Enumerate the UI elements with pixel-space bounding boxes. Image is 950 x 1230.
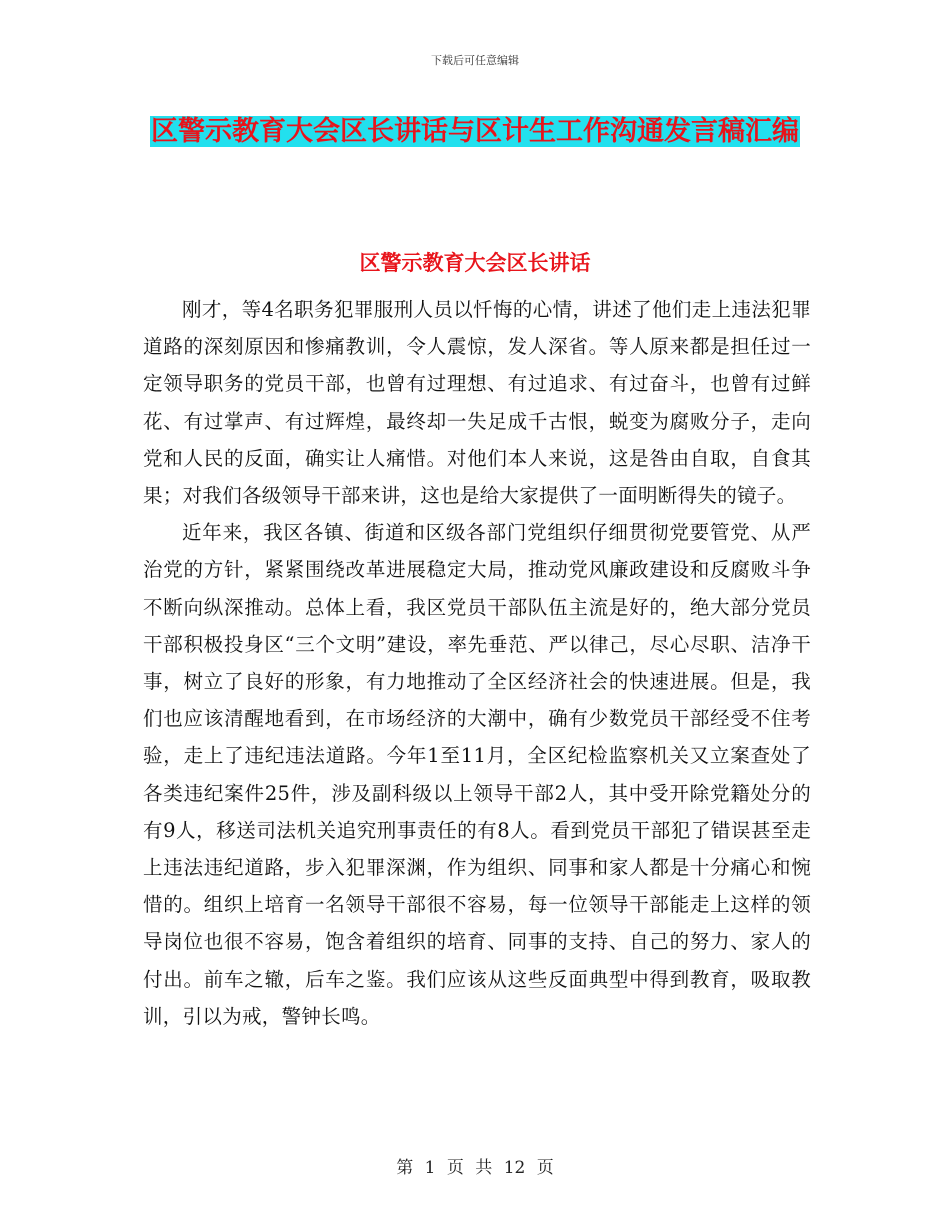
paragraph-1: 刚才，等4名职务犯罪服刑人员以忏悔的心情，讲述了他们走上违法犯罪道路的深刻原因和惨痛教训，令人震惊，发人深省。等人原来都是担任过一定领导职务的党员干部，也曾有过理想、有过追求、有过奋斗，也曾有过鲜花、有过掌声、有过辉煌，最终却一失足成千古恨，蜕变为腐败分子，走向党和人民的反面，确实让人痛惜。对他们本人来说，这是咎由自取，自食其果；对我们各级领导干部来讲，这也是给大家提供了一面明断得失的镜子。 (143, 298, 811, 508)
section-title: 区警示教育大会区长讲话 (359, 251, 591, 275)
header-note: 下载后可任意编辑 (431, 54, 519, 67)
document-title (140, 110, 810, 154)
paragraph-2: 近年来，我区各镇、街道和区级各部门党组织仔细贯彻党要管党、从严治党的方针，紧紧围绕改革进展稳定大局，推动党风廉政建设和反腐败斗争不断向纵深推动。总体上看，我区党员干部队伍主流是好的，绝大部分党员干部积极投身区“三个文明”建设，率先垂范、严以律己，尽心尽职、洁净干事，树立了良好的形象，有力地推动了全区经济社会的快速进展。但是，我们也应该清醒地看到，在市场经济的大潮中，确有少数党员干部经受不住考验，走上了违纪违法道路。今年1至11月，全区纪检监察机关又立案查处了各类违纪案件25件，涉及副科级以上领导干部2人，其中受开除党籍处分的有9人，移送司法机关追究刑事责任的有8人。看到党员干部犯了错误甚至走上违法违纪道路，步入犯罪深渊，作为组织、同事和家人都是十分痛心和惋惜的。组织上培育一名领导干部很不容易，每一位领导干部能走上这样的领导岗位也很不容易，饱含着组织的培育、同事的支持、自己的努力、家人的付出。前车之辙，后车之鉴。我们应该从这些反面典型中得到教育，吸取教训，引以为戒，警钟长鸣。 (143, 521, 811, 1028)
document-title-highlight: 区警示教育大会区长讲话与区计生工作沟通发言稿汇编 (151, 116, 799, 147)
document-body (143, 291, 811, 1035)
page-footer: 第 1 页 共 12 页 (396, 1158, 554, 1178)
